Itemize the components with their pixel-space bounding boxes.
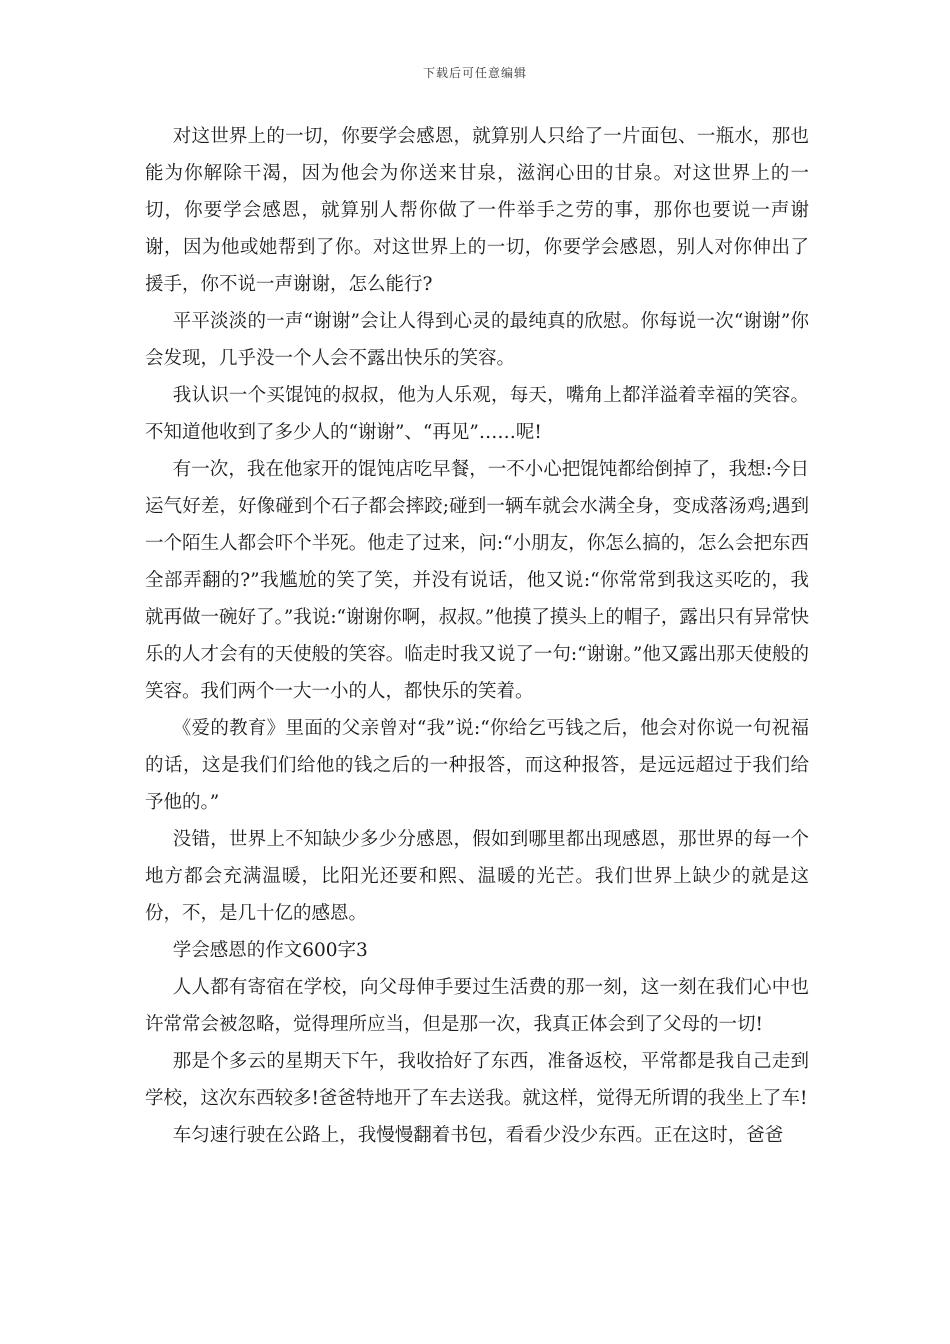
paragraph: 有一次，我在他家开的馄饨店吃早餐，一不小心把馄饨都给倒掉了，我想:今日运气好差，好像碰到个石子都会摔跤;碰到一辆车就会水满全身，变成落汤鸡;遇到一个陌生人都会吓个半死。他走了过来，问:“小朋友，你怎么搞的，怎么会把东西全部弄翻的?”我尴尬的笑了笑，并没有说话，他又说:“你常常到我这买吃的，我就再做一碗好了。”我说:“谢谢你啊，叔叔。”他摸了摸头上的帽子，露出只有异常快乐的人才会有的天使般的笑容。临走时我又说了一句:“谢谢。”他又露出那天使般的笑容。我们两个一大一小的人，都快乐的笑着。 (145, 459, 809, 702)
paragraph: 平平淡淡的一声“谢谢”会让人得到心灵的最纯真的欣慰。你每说一次“谢谢”你会发现，几乎没一个人会不露出快乐的笑容。 (145, 311, 809, 369)
paragraph: 人人都有寄宿在学校，向父母伸手要过生活费的那一刻，这一刻在我们心中也许常常会被忽略，觉得理所应当，但是那一次，我真正体会到了父母的一切! (145, 977, 809, 1035)
paragraph: 那是个多云的星期天下午，我收拾好了东西，准备返校，平常都是我自己走到学校，这次东西较多!爸爸特地开了车去送我。就这样，觉得无所谓的我坐上了车! (145, 1051, 809, 1109)
section-title: 学会感恩的作文600字3 (172, 940, 368, 961)
paragraph: 车匀速行驶在公路上，我慢慢翻着书包，看看少没少东西。正在这时，爸爸 (172, 1125, 784, 1146)
paragraph: 没错，世界上不知缺少多少分感恩，假如到哪里都出现感恩，那世界的每一个地方都会充满温暖，比阳光还要和熙、温暖的光芒。我们世界上缺少的就是这份，不，是几十亿的感恩。 (145, 829, 809, 924)
document-body (145, 118, 809, 1154)
page-header: 下载后可任意编辑 (422, 66, 527, 80)
paragraph: 《爱的教育》里面的父亲曾对“我”说:“你给乞丐钱之后，他会对你说一句祝福的话，这是我们们给他的钱之后的一种报答，而这种报答，是远远超过于我们给予他的。” (145, 718, 809, 813)
paragraph: 我认识一个买馄饨的叔叔，他为人乐观，每天，嘴角上都洋溢着幸福的笑容。不知道他收到了多少人的“谢谢”、“再见”……呢! (145, 385, 809, 443)
paragraph: 对这世界上的一切，你要学会感恩，就算别人只给了一片面包、一瓶水，那也能为你解除干渴，因为他会为你送来甘泉，滋润心田的甘泉。对这世界上的一切，你要学会感恩，就算别人帮你做了一件举手之劳的事，那你也要说一声谢谢，因为他或她帮到了你。对这世界上的一切，你要学会感恩，别人对你伸出了援手，你不说一声谢谢，怎么能行? (145, 126, 809, 295)
